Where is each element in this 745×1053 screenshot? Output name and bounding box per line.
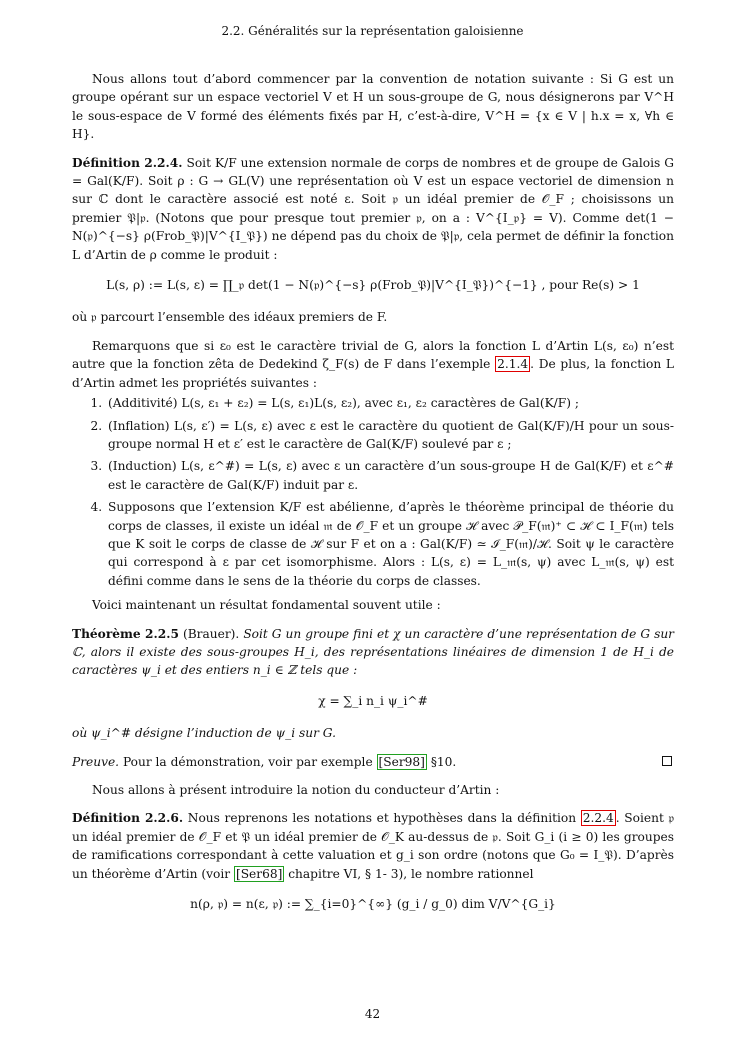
definition-2-2-4 [72,154,674,264]
list-item: 1. (Additivité) L(s, ε₁ + ε₂) = L(s, ε₁)L(s, ε₂), avec ε₁, ε₂ caractères de Gal(K/F) ; [106,394,674,412]
paragraph-notation: Nous allons tout d’abord commencer par la convention de notation suivante : Si G est un groupe opérant sur un espace vectoriel V et H un sous-groupe de G, nous désignerons par V^H le sous-espace de V formé des éléments fixés par H, c’est-à-dire, V^H = {x ∈ V | h.x = x, ∀h ∈ H}. [72,72,674,142]
definition-text-after: chapitre VI, § 1- 3), le nombre rationnel [288,866,534,881]
brauer-formula: χ = ∑_i n_i ψ_i^# [318,693,428,708]
remark-text: Remarquons que si ε₀ est le caractère trivial de G, alors la fonction L d’Artin L(s, ε₀) n’est autre que la fonction zêta de Dedekind ζ_F(s) de F dans l’exemple [72,338,674,372]
list-item: 3. (Induction) L(s, ε^#) = L(s, ε) avec ε un caractère d’un sous-groupe H de Gal(K/F) et ε^# est le caractère de Gal(K/F) induit par ε. [106,457,674,494]
conductor-intro: Nous allons à présent introduire la notion du conducteur d’Artin : [92,783,500,797]
page-content [72,70,674,927]
remark-paragraph [72,337,674,392]
properties-list [72,394,674,590]
citation-link-ser68[interactable]: [Ser68] [235,866,283,881]
running-header: 2.2. Généralités sur la représentation galoisienne [221,24,524,38]
list-item: 4. Supposons que l’extension K/F est abélienne, d’après le théorème principal de théorie du corps de classes, il existe un idéal 𝔪 de 𝒪_F et un groupe ℋ avec 𝒫_F(𝔪)⁺ ⊂ ℋ ⊂ I_F(𝔪) tels que K soit le corps de classe de ℋ sur F et on a : Gal(K/F) ≃ ℐ_F(𝔪)/ℋ. Soit ψ le caractère qui correspond à ε par cet isomorphisme. Alors : L(s, ε) = L_𝔪(s, ψ) avec L_𝔪(s, ψ) est défini comme dans le sens de la théorie du corps de classes. [106,498,674,590]
theorem-title: Théorème 2.2.5 [72,626,179,641]
artin-l-function-formula: L(s, ρ) := L(s, ε) = ∏_𝔭 det(1 − N(𝔭)^{−s} ρ(Frob_𝔓)|V^{I_𝔓})^{−1} , pour Re(s) > 1 [106,278,640,293]
definition-after: où 𝔭 parcourt l’ensemble des idéaux premiers de F. [72,310,388,325]
theorem-after-text: où ψ_i^# désigne l’induction de ψ_i sur G. [72,726,336,741]
theorem-after [72,724,674,742]
voici-paragraph: Voici maintenant un résultat fondamental souvent utile : [92,598,441,613]
artin-conductor-formula: n(ρ, 𝔭) = n(ε, 𝔭) := ∑_{i=0}^{∞} (g_i / g_0) dim V/V^{G_i} [190,897,556,912]
proof-label: Preuve. [72,754,120,769]
page-number: 42 [364,1007,381,1021]
definition-text: Nous reprenons les notations et hypothèses dans la définition [187,811,577,826]
definition-title: Définition 2.2.6. [72,811,184,826]
definition-ref-link[interactable]: 2.2.4 [582,811,614,826]
definition-body: Soit K/F une extension normale de corps de nombres et de groupe de Galois G = Gal(K/F). Soit ρ : G → GL(V) une représentation où V est un espace vectoriel de dimension n sur ℂ dont le caractère associé est noté ε. Soit 𝔭 un idéal premier de 𝒪_F ; choisissons un premier 𝔓|𝔭. (Notons que pour presque tout premier 𝔭, on a : V^{I_𝔭} = V). Comme det(1 − N(𝔭)^{−s} ρ(Frob_𝔓)|V^{I_𝔓}) ne dépend pas du choix de 𝔓|𝔭, cela permet de définir la fonction L d’Artin de ρ comme le produit : [72,155,675,262]
list-item: 2. (Inflation) L(s, ε′) = L(s, ε) avec ε est le caractère du quotient de Gal(K/F)/H pour un sous-groupe normal H et ε′ est le caractère de Gal(K/F) soulevé par ε ; [106,417,674,454]
qed-box-icon [662,756,672,766]
citation-link-ser98[interactable]: [Ser98] [378,754,425,769]
theorem-attribution: (Brauer). [182,626,240,641]
theorem-2-2-5 [72,625,674,680]
definition-text-middle: . Soient 𝔭 un idéal premier de 𝒪_F et 𝔓 un idéal premier de 𝒪_K au-dessus de 𝔭. Soit G_i (i ≥ 0) les groupes de ramifications correspondant à cette valuation et g_i son ordre (notons que G₀ = I_𝔓). D’après un théorème d’Artin (voir [72,811,675,881]
proof-text: Pour la démonstration, voir par exemple [122,754,373,769]
definition-2-2-6 [72,809,674,883]
remark-text-after: . De plus, la fonction L d’Artin admet les propriétés suivantes : [72,357,675,390]
proof-text-after: §10. [430,754,457,769]
example-ref-link[interactable]: 2.1.4 [497,357,529,372]
proof-paragraph [72,753,674,771]
definition-title: Définition 2.2.4. [72,155,183,170]
theorem-body: Soit G un groupe fini et χ un caractère d’une représentation de G sur ℂ, alors il existe des sous-groupes H_i, des représentations linéaires de dimension 1 de H_i de caractères ψ_i et des entiers n_i ∈ ℤ tels que : [72,626,675,678]
